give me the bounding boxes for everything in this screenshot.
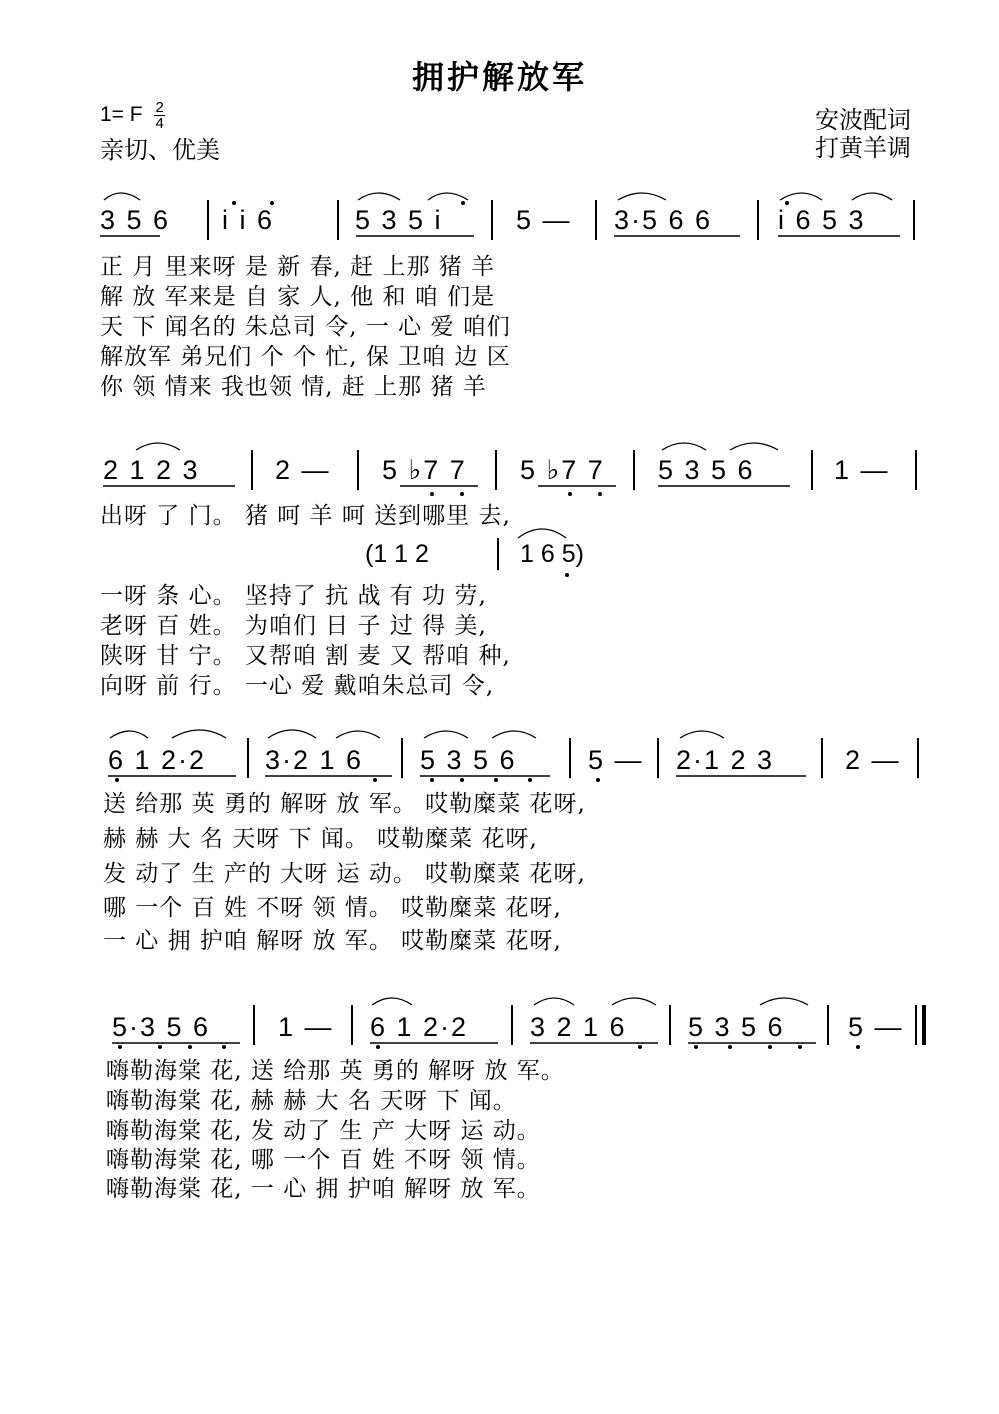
- slur: [424, 731, 468, 738]
- measure: 5 3 5 6: [420, 745, 517, 775]
- slur: [852, 193, 892, 200]
- lyric-verse: 解放军 弟兄们 个 个 忙, 保 卫咱 边 区: [100, 344, 511, 370]
- measure: 3 5 6: [100, 205, 171, 235]
- lyric-verse: 正 月 里来呀 是 新 春, 赶 上那 猪 羊: [100, 254, 496, 280]
- octave-dot: [494, 778, 498, 782]
- lyric-verse: 嗨勒海棠 花, 一 心 拥 护咱 解呀 放 军。: [106, 1176, 541, 1202]
- lyric-verse: 发 动了 生 产的 大呀 运 动。 哎勒糜菜 花呀,: [103, 861, 586, 887]
- slur: [780, 193, 822, 200]
- slur: [618, 193, 666, 200]
- slur: [104, 193, 140, 200]
- slurs: [104, 193, 892, 1005]
- slur: [110, 731, 148, 738]
- octave-dot: [694, 1045, 698, 1049]
- alt-measure: 1 6 5): [520, 540, 584, 568]
- lyric-verse: 向呀 前 行。 一心 爱 戴咱朱总司 令,: [100, 673, 495, 699]
- lyric-verse: 嗨勒海棠 花, 送 给那 英 勇的 解呀 放 军。: [106, 1058, 565, 1084]
- key-label: 1= F: [100, 103, 143, 127]
- alt-measure: (1 1 2: [365, 540, 429, 568]
- measure: 2·1 2 3: [676, 745, 775, 775]
- lyric-verse: 赫 赫 大 名 天呀 下 闻。 哎勒糜菜 花呀,: [103, 826, 538, 852]
- tune-source-credit: 打黄羊调: [815, 134, 911, 162]
- octave-dot: [158, 1045, 162, 1049]
- slur: [730, 443, 778, 450]
- measure: 6 1 2·2: [108, 745, 207, 775]
- lyricist-credit: 安波配词: [815, 106, 911, 134]
- measure: 5 —: [516, 205, 572, 235]
- lyric-verse: 嗨勒海棠 花, 发 动了 生 产 大呀 运 动。: [106, 1118, 541, 1144]
- measure: i i 6: [222, 205, 275, 235]
- measure: 3 2 1 6: [530, 1012, 627, 1042]
- slur: [662, 443, 706, 450]
- measure: 5 ♭7 7: [382, 455, 467, 485]
- lyric-verse: 一 心 拥 护咱 解呀 放 军。 哎勒糜菜 花呀,: [103, 928, 562, 954]
- measure: 5 ♭7 7: [520, 455, 605, 485]
- octave-dot: [430, 492, 434, 496]
- slur: [268, 730, 316, 738]
- octave-dot: [785, 201, 789, 205]
- lyric-verse: 一呀 条 心。 坚持了 抗 战 有 功 劳,: [100, 583, 487, 609]
- octave-dot: [118, 1045, 122, 1049]
- octave-dot: [222, 1045, 226, 1049]
- lyric-verse: 送 给那 英 勇的 解呀 放 军。 哎勒糜菜 花呀,: [103, 791, 586, 817]
- slur: [680, 731, 724, 738]
- barlines: [208, 200, 924, 1045]
- octave-dot: [568, 492, 572, 496]
- slur: [760, 998, 808, 1005]
- octave-dot: [188, 1045, 192, 1049]
- lyric-verse: 出呀 了 门。 猪 呵 羊 呵 送到哪里 去,: [100, 503, 511, 529]
- octave-dot: [728, 1045, 732, 1049]
- measure: 5 —: [848, 1012, 904, 1042]
- lyric-verse: 老呀 百 姓。 为咱们 日 子 过 得 美,: [100, 613, 487, 639]
- measure: 5 —: [588, 745, 644, 775]
- measure: i 6 5 3: [778, 205, 866, 235]
- octave-dot: [856, 1045, 860, 1049]
- octave-dot: [376, 1045, 380, 1049]
- lyric-verse: 哪 一个 百 姓 不呀 领 情。 哎勒糜菜 花呀,: [103, 895, 562, 921]
- octave-dot: [460, 492, 464, 496]
- measure: 5·3 5 6: [112, 1012, 211, 1042]
- octave-dot: [596, 778, 600, 782]
- duration-underlines: [100, 236, 900, 1043]
- octave-dot: [373, 778, 377, 782]
- lyric-verse: 你 领 情来 我也领 情, 赶 上那 猪 羊: [100, 374, 487, 400]
- slur: [428, 193, 468, 200]
- slur: [136, 443, 180, 450]
- lyric-verse: 嗨勒海棠 花, 赫 赫 大 名 天呀 下 闻。: [106, 1088, 517, 1114]
- tempo-marking: 亲切、优美: [100, 136, 220, 164]
- measure: 1 —: [834, 455, 890, 485]
- song-title: 拥护解放军: [411, 58, 587, 96]
- octave-dots: [115, 201, 860, 1049]
- octave-dot: [430, 778, 434, 782]
- measure: 5 3 5 6: [688, 1012, 785, 1042]
- measure: 1 —: [278, 1012, 334, 1042]
- slur: [336, 731, 380, 738]
- measure: 3·5 6 6: [614, 205, 713, 235]
- octave-dot: [232, 201, 236, 205]
- slur: [172, 730, 226, 738]
- measure: 2 —: [275, 455, 331, 485]
- measure: 6 1 2·2: [370, 1012, 469, 1042]
- octave-dot: [638, 1045, 642, 1049]
- slur: [612, 998, 656, 1005]
- slur: [372, 998, 412, 1005]
- measure: 5 3 5 6: [658, 455, 755, 485]
- measure: 2 —: [845, 745, 901, 775]
- octave-dot: [798, 1045, 802, 1049]
- lyric-verse: 嗨勒海棠 花, 哪 一个 百 姓 不呀 领 情。: [106, 1147, 541, 1173]
- measure: 5 3 5 i: [355, 205, 443, 235]
- slur: [518, 529, 566, 538]
- octave-dot: [528, 778, 532, 782]
- lyric-verse: 解 放 军来是 自 家 人, 他 和 咱 们是: [100, 284, 496, 310]
- slur: [492, 731, 536, 738]
- measure: 3·2 1 6: [265, 745, 364, 775]
- slur: [358, 193, 400, 200]
- octave-dot: [565, 573, 569, 577]
- lyric-verse: 陕呀 甘 宁。 又帮咱 割 麦 又 帮咱 种,: [100, 643, 511, 669]
- time-signature-numerator: 2: [155, 99, 164, 116]
- octave-dot: [768, 1045, 772, 1049]
- octave-dot: [461, 201, 465, 205]
- octave-dot: [460, 778, 464, 782]
- octave-dot: [598, 492, 602, 496]
- measure: 2 1 2 3: [103, 455, 200, 485]
- octave-dot: [115, 778, 119, 782]
- lyric-verse: 天 下 闻名的 朱总司 令, 一 心 爱 咱们: [100, 314, 511, 340]
- time-signature-denominator: 4: [155, 115, 164, 132]
- octave-dot: [270, 201, 274, 205]
- slur: [534, 998, 574, 1005]
